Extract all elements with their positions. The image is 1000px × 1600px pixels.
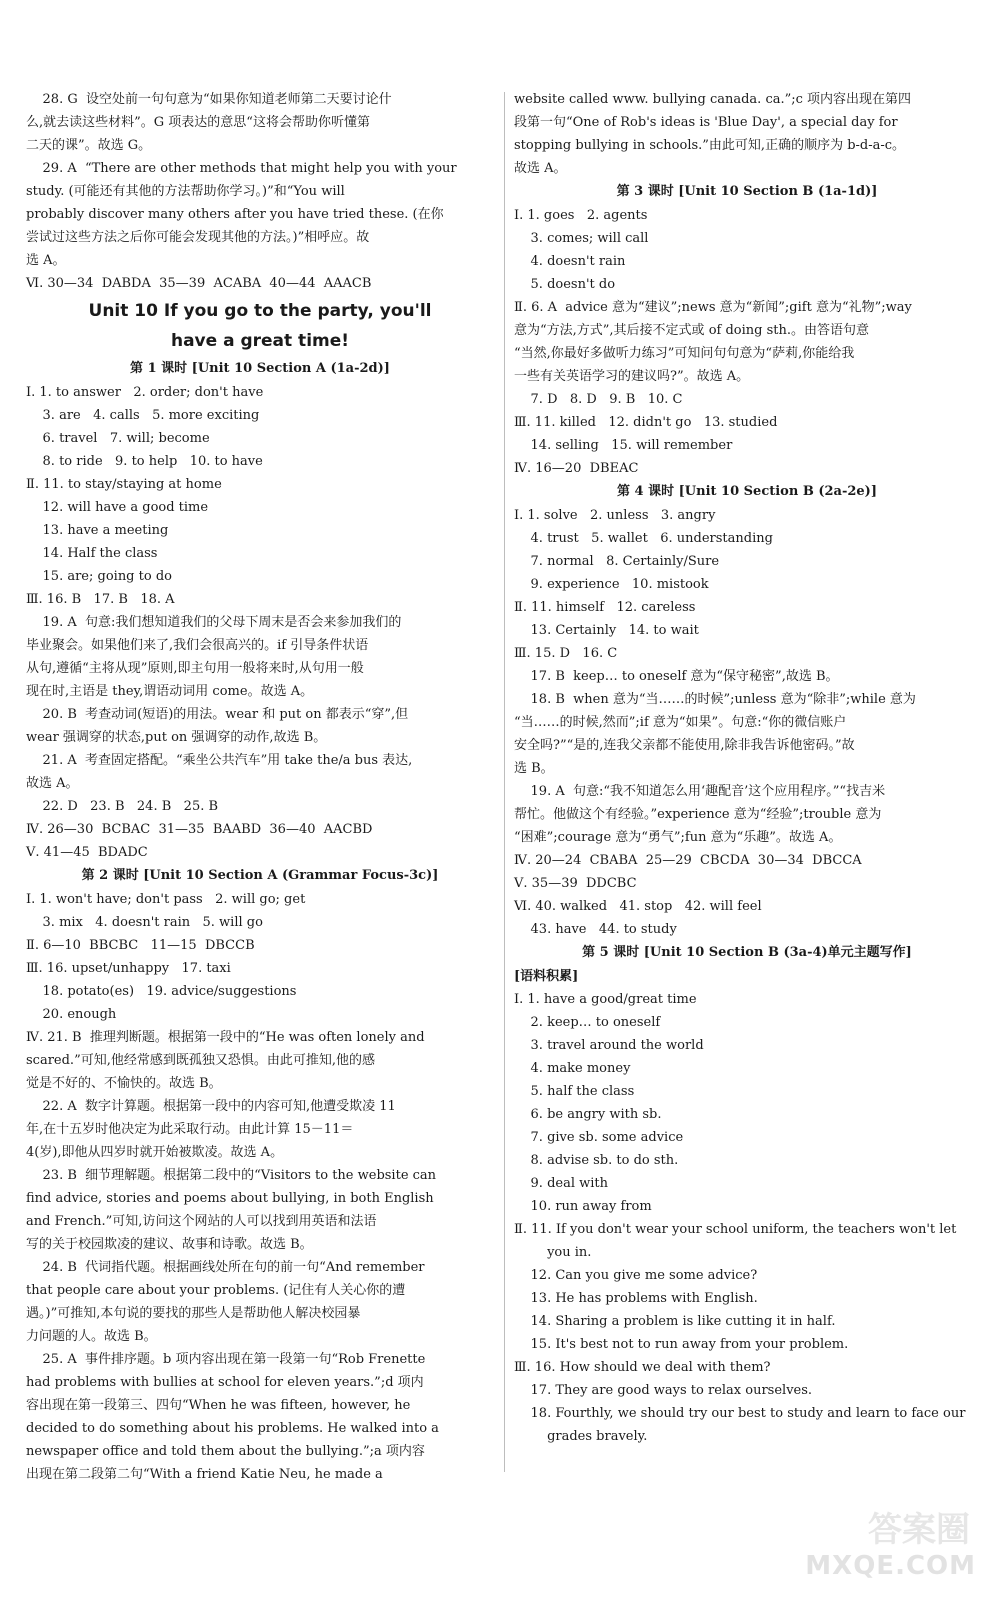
answer-line: 24. B 代词指代题。根据画线处所在句的前一句“And remember bbox=[26, 1260, 425, 1275]
answer-line: 9. deal with bbox=[514, 1176, 609, 1191]
unit-title: have a great time! bbox=[170, 331, 350, 351]
answer-line: Ⅲ. 15. D 16. C bbox=[514, 646, 618, 661]
answer-line: Ⅱ. 11. to stay/staying at home bbox=[26, 477, 222, 492]
answer-line: 二天的课”。故选 G。 bbox=[26, 138, 152, 153]
answer-line: 容出现在第一段第三、四句“When he was fifteen, however, he bbox=[26, 1398, 411, 1413]
answer-line: 3. mix 4. doesn't rain 5. will go bbox=[26, 915, 263, 930]
answer-line: 12. Can you give me some advice? bbox=[514, 1268, 758, 1283]
answer-line: “困难”;courage 意为“勇气”;fun 意为“乐趣”。故选 A。 bbox=[514, 830, 842, 845]
answer-line: 18. B when 意为“当……的时候”;unless 意为“除非”;while 意为 bbox=[514, 692, 916, 707]
answer-line: 22. A 数字计算题。根据第一段中的内容可知,他遭受欺凌 11 bbox=[26, 1099, 396, 1114]
answer-line: 2. keep… to oneself bbox=[514, 1015, 661, 1030]
answer-line: 10. run away from bbox=[514, 1199, 652, 1214]
answer-line: 14. Half the class bbox=[26, 546, 158, 561]
answer-line: 写的关于校园欺凌的建议、故事和诗歌。故选 B。 bbox=[26, 1237, 313, 1252]
answer-line: 4. make money bbox=[514, 1061, 631, 1076]
answer-line: 3. comes; will call bbox=[514, 231, 649, 246]
answer-line: 4(岁),即他从四岁时就开始被欺凌。故选 A。 bbox=[26, 1145, 284, 1160]
answer-line: 选 B。 bbox=[514, 761, 554, 776]
answer-line: 28. G 设空处前一句句意为“如果你知道老师第二天要讨论什 bbox=[26, 92, 392, 107]
answer-line: 13. He has problems with English. bbox=[514, 1291, 758, 1306]
answer-line: 13. have a meeting bbox=[26, 523, 169, 538]
answer-line: 故选 A。 bbox=[26, 776, 79, 791]
answer-line: 19. A 句意:我们想知道我们的父母下周末是否会来参加我们的 bbox=[26, 615, 402, 630]
answer-line: Ⅵ. 40. walked 41. stop 42. will feel bbox=[514, 899, 762, 914]
answer-line: Ⅳ. 21. B 推理判断题。根据第一段中的“He was often lonely and bbox=[26, 1030, 425, 1045]
answer-line: Ⅰ. 1. have a good/great time bbox=[514, 992, 697, 1007]
answer-line: Ⅱ. 6. A advice 意为“建议”;news 意为“新闻”;gift 意为“礼物”;way bbox=[514, 300, 912, 315]
answer-line: 23. B 细节理解题。根据第二段中的“Visitors to the website can bbox=[26, 1168, 437, 1183]
left-column bbox=[26, 88, 494, 1486]
answer-line: 18. Fourthly, we should try our best to study and learn to face our bbox=[514, 1406, 966, 1421]
answer-line: 年,在十五岁时他决定为此采取行动。由此计算 15－11＝ bbox=[26, 1122, 354, 1137]
answer-line: Ⅴ. 35—39 DDCBC bbox=[514, 876, 637, 891]
answer-line: 14. selling 15. will remember bbox=[514, 438, 733, 453]
answer-line: decided to do something about his problems. He walked into a bbox=[26, 1421, 439, 1436]
answer-line: Ⅲ. 11. killed 12. didn't go 13. studied bbox=[514, 415, 778, 430]
watermark-url: MXQE.COM bbox=[805, 1551, 976, 1581]
answer-line: 13. Certainly 14. to wait bbox=[514, 623, 699, 638]
answer-line: 一些有关英语学习的建议吗?”。故选 A。 bbox=[514, 369, 750, 384]
section-heading: 第 5 课时 [Unit 10 Section B (3a-4)单元主题写作] bbox=[582, 945, 912, 960]
answer-line: you in. bbox=[514, 1245, 592, 1260]
answer-line: 6. be angry with sb. bbox=[514, 1107, 662, 1122]
answer-line: 从句,遵循“主将从现”原则,即主句用一般将来时,从句用一般 bbox=[26, 661, 364, 676]
answer-line: Ⅵ. 30—34 DABDA 35—39 ACABA 40—44 AAACB bbox=[26, 276, 372, 291]
unit-title: Unit 10 If you go to the party, you'll bbox=[88, 301, 432, 321]
answer-line: 20. B 考查动词(短语)的用法。wear 和 put on 都表示“穿”,但 bbox=[26, 707, 409, 722]
answer-line: 8. advise sb. to do sth. bbox=[514, 1153, 679, 1168]
answer-line: 17. They are good ways to relax ourselves. bbox=[514, 1383, 813, 1398]
answer-line: Ⅳ. 20—24 CBABA 25—29 CBCDA 30—34 DBCCA bbox=[514, 853, 862, 868]
answer-line: 选 A。 bbox=[26, 253, 66, 268]
answer-line: 3. are 4. calls 5. more exciting bbox=[26, 408, 260, 423]
answer-line: had problems with bullies at school for eleven years.”;d 项内 bbox=[26, 1375, 424, 1390]
answer-line: 4. trust 5. wallet 6. understanding bbox=[514, 531, 773, 546]
answer-line: Ⅴ. 41—45 BDADC bbox=[26, 845, 148, 860]
answer-line: 觉是不好的、不愉快的。故选 B。 bbox=[26, 1076, 222, 1091]
answer-line: Ⅰ. 1. to answer 2. order; don't have bbox=[26, 385, 264, 400]
answer-line: Ⅰ. 1. won't have; don't pass 2. will go; get bbox=[26, 892, 306, 907]
right-column bbox=[514, 88, 980, 1448]
answer-line: 遇。)”可推知,本句说的要找的那些人是帮助他人解决校园暴 bbox=[26, 1306, 361, 1321]
answer-line: and French.”可知,访问这个网站的人可以找到用英语和法语 bbox=[26, 1214, 377, 1229]
answer-line: 6. travel 7. will; become bbox=[26, 431, 210, 446]
watermark-logo: 答案圈 bbox=[868, 1510, 970, 1550]
answer-line: “当……的时候,然而”;if 意为“如果”。句意:“你的微信账户 bbox=[514, 715, 847, 730]
answer-line: 5. half the class bbox=[514, 1084, 635, 1099]
answer-line: scared.”可知,他经常感到既孤独又恐惧。由此可推知,他的感 bbox=[26, 1053, 375, 1068]
answer-line: “当然,你最好多做听力练习”可知问句句意为“萨莉,你能给我 bbox=[514, 346, 855, 361]
answer-line: website called www. bullying canada. ca.”;c 项内容出现在第四 bbox=[514, 92, 912, 107]
answer-line: 15. are; going to do bbox=[26, 569, 172, 584]
answer-line: study. (可能还有其他的方法帮助你学习。)”和“You will bbox=[26, 184, 345, 199]
answer-line: grades bravely. bbox=[514, 1429, 648, 1444]
answer-line: 7. D 8. D 9. B 10. C bbox=[514, 392, 683, 407]
answer-line: Ⅱ. 11. himself 12. careless bbox=[514, 600, 696, 615]
answer-line: that people care about your problems. (记住有人关心你的遭 bbox=[26, 1283, 406, 1298]
answer-line: 出现在第二段第二句“With a friend Katie Neu, he made a bbox=[26, 1467, 383, 1482]
answer-line: Ⅱ. 11. If you don't wear your school uniform, the teachers won't let bbox=[514, 1222, 957, 1237]
answer-line: 7. give sb. some advice bbox=[514, 1130, 684, 1145]
answer-line: newspaper office and told them about the bullying.”;a 项内容 bbox=[26, 1444, 425, 1459]
answer-line: wear 强调穿的状态,put on 强调穿的动作,故选 B。 bbox=[26, 730, 327, 745]
answer-line: 帮忙。他做这个有经验。”experience 意为“经验”;trouble 意为 bbox=[514, 807, 882, 822]
answer-line: 8. to ride 9. to help 10. to have bbox=[26, 454, 263, 469]
answer-line: 15. It's best not to run away from your problem. bbox=[514, 1337, 849, 1352]
answer-line: 12. will have a good time bbox=[26, 500, 209, 515]
answer-line: 17. B keep… to oneself 意为“保守秘密”,故选 B。 bbox=[514, 669, 839, 684]
answer-line: Ⅲ. 16. How should we deal with them? bbox=[514, 1360, 771, 1375]
answer-line: Ⅳ. 16—20 DBEAC bbox=[514, 461, 639, 476]
answer-line: 么,就去读这些材料”。G 项表达的意思“这将会帮助你听懂第 bbox=[26, 115, 370, 130]
answer-line: stopping bullying in schools.”由此可知,正确的顺序为 b-d-a-c。 bbox=[514, 138, 906, 153]
answer-line: 故选 A。 bbox=[514, 161, 567, 176]
answer-line: Ⅳ. 26—30 BCBAC 31—35 BAABD 36—40 AACBD bbox=[26, 822, 373, 837]
answer-line: 3. travel around the world bbox=[514, 1038, 704, 1053]
answer-line: 5. doesn't do bbox=[514, 277, 616, 292]
section-heading: 第 2 课时 [Unit 10 Section A (Grammar Focus-3c)] bbox=[81, 868, 439, 883]
answer-line: 29. A “There are other methods that might help you with your bbox=[26, 161, 457, 176]
answer-line: 尝试过这些方法之后你可能会发现其他的方法。)”相呼应。故 bbox=[26, 230, 370, 245]
answer-line: probably discover many others after you have tried these. (在你 bbox=[26, 207, 444, 222]
answer-line: 安全吗?”“是的,连我父亲都不能使用,除非我告诉他密码。”故 bbox=[514, 738, 855, 753]
column-divider bbox=[504, 92, 505, 1472]
answer-line: 18. potato(es) 19. advice/suggestions bbox=[26, 984, 297, 999]
answer-line: 21. A 考查固定搭配。“乘坐公共汽车”用 take the/a bus 表达, bbox=[26, 753, 413, 768]
section-heading: 第 3 课时 [Unit 10 Section B (1a-1d)] bbox=[616, 184, 878, 199]
answer-line: Ⅲ. 16. B 17. B 18. A bbox=[26, 592, 175, 607]
answer-line: 20. enough bbox=[26, 1007, 117, 1022]
answer-line: 段第一句“One of Rob's ideas is 'Blue Day', a special day for bbox=[514, 115, 898, 130]
answer-line: 43. have 44. to study bbox=[514, 922, 677, 937]
section-heading: 第 1 课时 [Unit 10 Section A (1a-2d)] bbox=[130, 361, 390, 376]
answer-line: Ⅰ. 1. solve 2. unless 3. angry bbox=[514, 508, 716, 523]
answer-line: [语料积累] bbox=[514, 969, 579, 984]
answer-line: Ⅱ. 6—10 BBCBC 11—15 DBCCB bbox=[26, 938, 255, 953]
answer-line: 现在时,主语是 they,谓语动词用 come。故选 A。 bbox=[26, 684, 314, 699]
answer-line: 14. Sharing a problem is like cutting it in half. bbox=[514, 1314, 836, 1329]
answer-line: find advice, stories and poems about bullying, in both English bbox=[26, 1191, 434, 1206]
answer-line: Ⅰ. 1. goes 2. agents bbox=[514, 208, 648, 223]
answer-line: Ⅲ. 16. upset/unhappy 17. taxi bbox=[26, 961, 231, 976]
answer-line: 意为“方法,方式”,其后接不定式或 of doing sth.。由答语句意 bbox=[514, 323, 869, 338]
answer-line: 4. doesn't rain bbox=[514, 254, 626, 269]
answer-line: 19. A 句意:“我不知道怎么用‘趣配音’这个应用程序。”“找吉米 bbox=[514, 784, 886, 799]
answer-line: 毕业聚会。如果他们来了,我们会很高兴的。if 引导条件状语 bbox=[26, 638, 369, 653]
answer-line: 25. A 事件排序题。b 项内容出现在第一段第一句“Rob Frenette bbox=[26, 1352, 426, 1367]
answer-line: 22. D 23. B 24. B 25. B bbox=[26, 799, 219, 814]
answer-line: 7. normal 8. Certainly/Sure bbox=[514, 554, 720, 569]
answer-line: 9. experience 10. mistook bbox=[514, 577, 709, 592]
answer-line: 力问题的人。故选 B。 bbox=[26, 1329, 157, 1344]
section-heading: 第 4 课时 [Unit 10 Section B (2a-2e)] bbox=[617, 484, 877, 499]
